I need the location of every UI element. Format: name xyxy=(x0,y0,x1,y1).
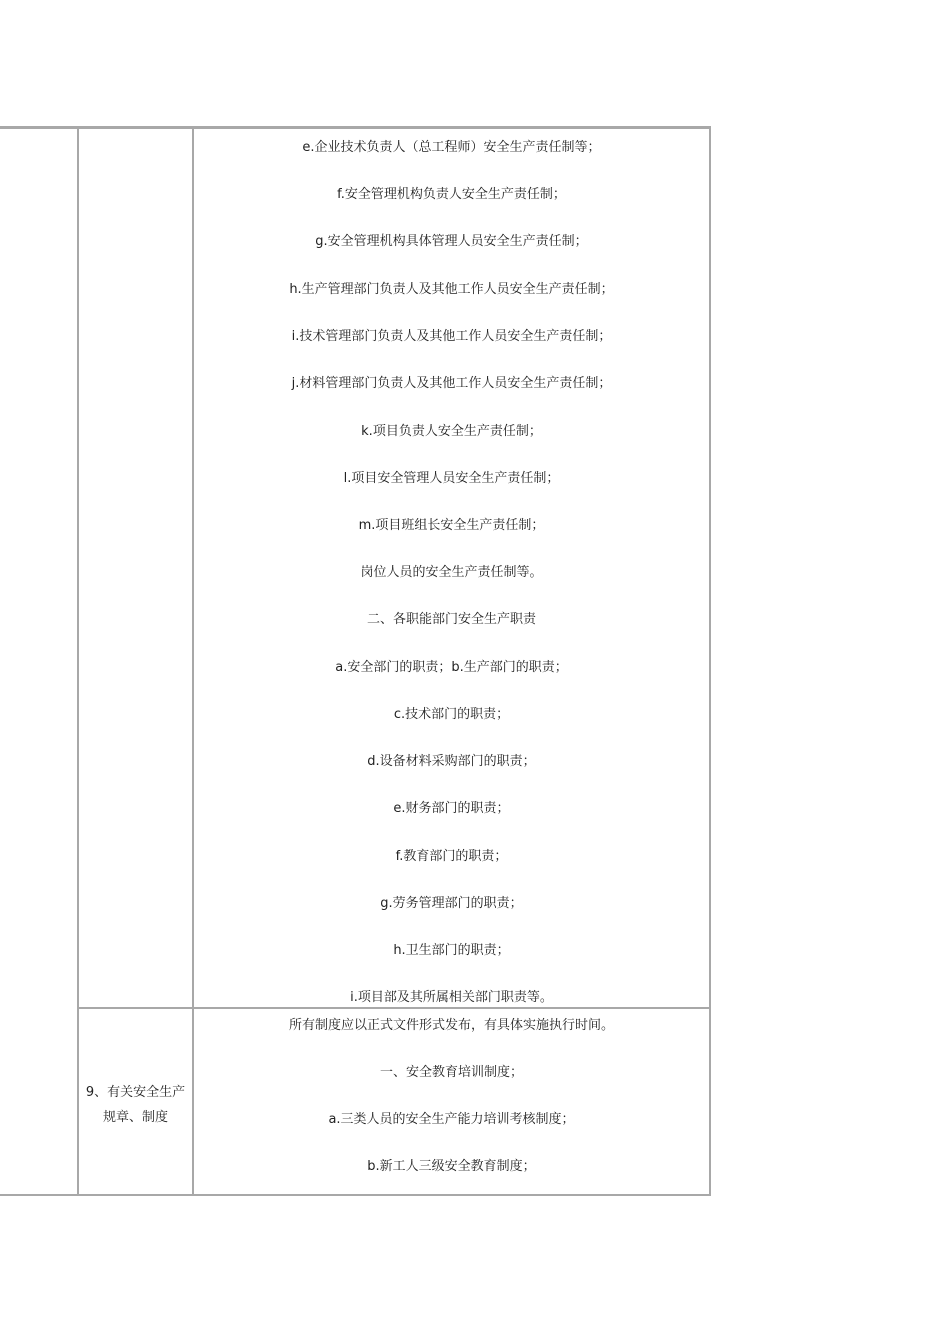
row-b-label-line-1: 9、有关安全生产 xyxy=(85,1085,186,1100)
row-divider xyxy=(77,1007,709,1009)
row-a-line: f.教育部门的职责； xyxy=(395,849,508,864)
column-divider-1 xyxy=(77,129,79,1194)
row-a-line: k.项目负责人安全生产责任制； xyxy=(361,424,542,439)
row-a-line: l.项目安全管理人员安全生产责任制； xyxy=(343,471,560,486)
row-b-label-line-2: 规章、制度 xyxy=(102,1110,168,1125)
row-a-line: i.技术管理部门负责人及其他工作人员安全生产责任制； xyxy=(291,329,612,344)
row-b-line: 所有制度应以正式文件形式发布，有具体实施执行时间。 xyxy=(288,1018,614,1033)
row-a-line: g.劳务管理部门的职责； xyxy=(380,896,523,911)
row-a-line: d.设备材料采购部门的职责； xyxy=(367,754,536,769)
row-a-line: e.企业技术负责人（总工程师）安全生产责任制等； xyxy=(302,140,601,155)
row-b-line: b.新工人三级安全教育制度； xyxy=(367,1159,536,1174)
row-a-line: c.技术部门的职责； xyxy=(393,707,510,722)
row-a-line: h.卫生部门的职责； xyxy=(393,943,510,958)
row-a-line: g.安全管理机构具体管理人员安全生产责任制； xyxy=(315,234,588,249)
row-b-section-heading: 一、安全教育培训制度； xyxy=(379,1065,523,1080)
row-a-line: e.财务部门的职责； xyxy=(393,801,510,816)
row-b-label xyxy=(79,1080,192,1130)
row-a-line: j.材料管理部门负责人及其他工作人员安全生产责任制； xyxy=(291,376,612,391)
row-a-line: h.生产管理部门负责人及其他工作人员安全生产责任制； xyxy=(289,282,614,297)
row-a-line: a.安全部门的职责；b.生产部门的职责； xyxy=(335,660,568,675)
row-a-line: f.安全管理机构负责人安全生产责任制； xyxy=(337,187,566,202)
document-table xyxy=(0,126,711,1196)
row-b-line: a.三类人员的安全生产能力培训考核制度； xyxy=(328,1112,575,1127)
row-a-line: 岗位人员的安全生产责任制等。 xyxy=(360,565,543,580)
row-a-section-heading: 二、各职能部门安全生产职责 xyxy=(366,612,536,627)
row-a-line: m.项目班组长安全生产责任制； xyxy=(358,518,545,533)
row-a-line: i.项目部及其所属相关部门职责等。 xyxy=(350,990,553,1005)
